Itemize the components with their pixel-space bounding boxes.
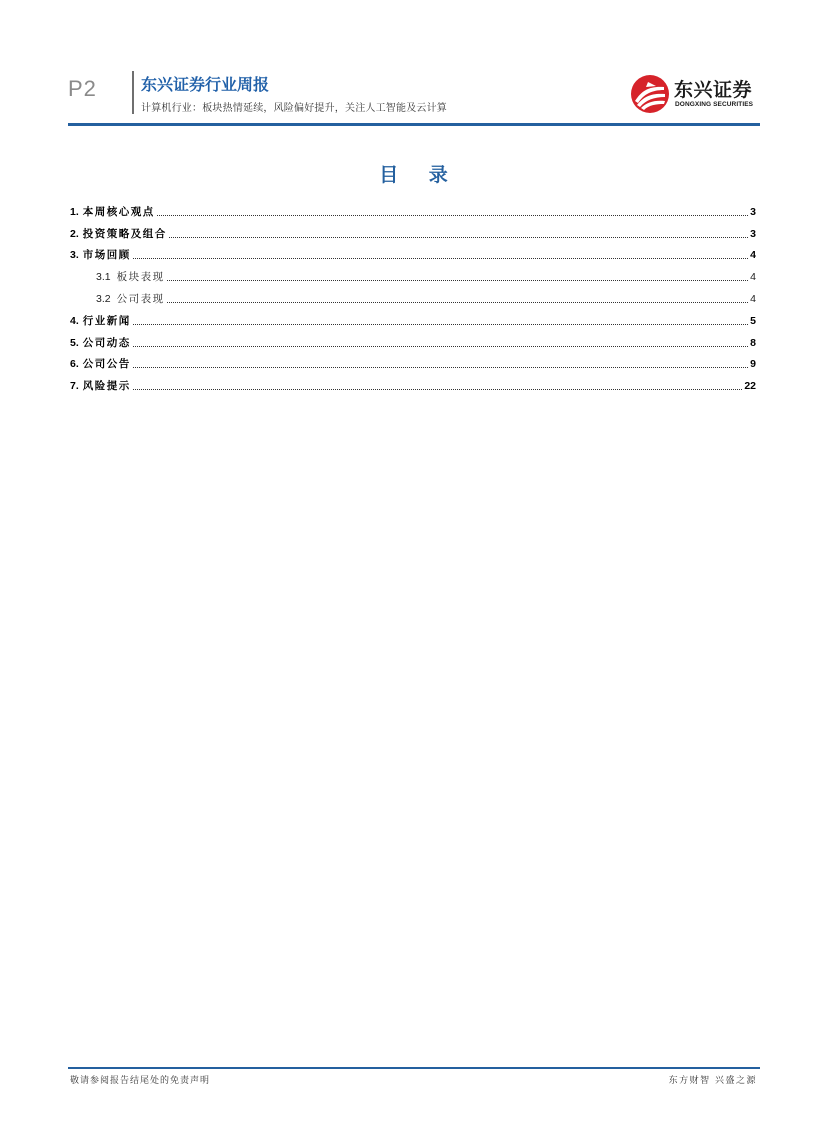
footer-disclaimer: 敬请参阅报告结尾处的免责声明 — [70, 1076, 211, 1086]
toc-entry-page: 9 — [750, 358, 756, 371]
toc-entry-number: 4. — [70, 314, 79, 327]
toc-entry-label: 公司公告 — [82, 358, 131, 371]
page-number: P2 — [68, 76, 97, 101]
table-of-contents — [70, 197, 756, 393]
toc-entry-label: 行业新闻 — [82, 314, 131, 327]
toc-entry[interactable] — [70, 241, 756, 263]
footer-slogan: 东方财智 兴盛之源 — [668, 1076, 757, 1086]
toc-entry-number: 7. — [70, 380, 79, 393]
toc-entry-label: 风险提示 — [82, 380, 131, 393]
toc-subentry[interactable] — [70, 262, 756, 284]
logo-mark-icon — [630, 74, 670, 114]
report-subtitle: 计算机行业：板块热情延续，风险偏好提升，关注人工智能及云计算 — [141, 103, 447, 114]
toc-entry-number: 1. — [70, 205, 79, 218]
toc-entry-page: 4 — [750, 271, 756, 284]
toc-entry-label: 投资策略及组合 — [82, 227, 167, 240]
toc-leader-dots — [133, 389, 743, 390]
toc-leader-dots — [133, 258, 748, 259]
toc-entry[interactable] — [70, 371, 756, 393]
toc-entry-label: 公司表现 — [116, 292, 165, 305]
toc-entry-page: 8 — [750, 336, 756, 349]
toc-leader-dots — [133, 346, 748, 347]
toc-entry-number: 6. — [70, 358, 79, 371]
header-separator — [132, 71, 134, 114]
toc-leader-dots — [133, 324, 748, 325]
toc-entry-page: 4 — [750, 249, 756, 262]
header-rule — [68, 123, 760, 126]
toc-entry-label: 板块表现 — [116, 271, 165, 284]
footer-rule — [68, 1067, 760, 1069]
toc-subentry[interactable] — [70, 284, 756, 306]
toc-entry-page: 4 — [750, 292, 756, 305]
toc-entry-page: 22 — [744, 380, 756, 393]
toc-entry-number: 2. — [70, 227, 79, 240]
toc-entry-page: 5 — [750, 314, 756, 327]
logo-name-en: DONGXING SECURITIES — [675, 101, 754, 108]
company-logo — [630, 74, 760, 114]
toc-entry-number: 3. — [70, 249, 79, 262]
toc-leader-dots — [157, 215, 748, 216]
toc-entry-number: 3.2 — [96, 292, 111, 305]
report-title: 东兴证券行业周报 — [141, 75, 270, 94]
toc-entry-label: 公司动态 — [82, 336, 131, 349]
toc-entry-number: 3.1 — [96, 271, 111, 284]
toc-leader-dots — [167, 280, 749, 281]
toc-leader-dots — [133, 367, 748, 368]
toc-entry[interactable] — [70, 197, 756, 219]
toc-entry[interactable] — [70, 306, 756, 328]
toc-entry-page: 3 — [750, 227, 756, 240]
toc-entry[interactable] — [70, 328, 756, 350]
toc-leader-dots — [167, 302, 749, 303]
toc-entry-label: 本周核心观点 — [82, 205, 155, 218]
logo-name: 东兴证券 — [674, 79, 753, 101]
toc-entry-label: 市场回顾 — [82, 249, 131, 262]
toc-leader-dots — [169, 237, 748, 238]
toc-entry[interactable] — [70, 219, 756, 241]
toc-entry[interactable] — [70, 350, 756, 372]
toc-heading: 目 录 — [379, 164, 460, 186]
toc-entry-number: 5. — [70, 336, 79, 349]
toc-entry-page: 3 — [750, 205, 756, 218]
